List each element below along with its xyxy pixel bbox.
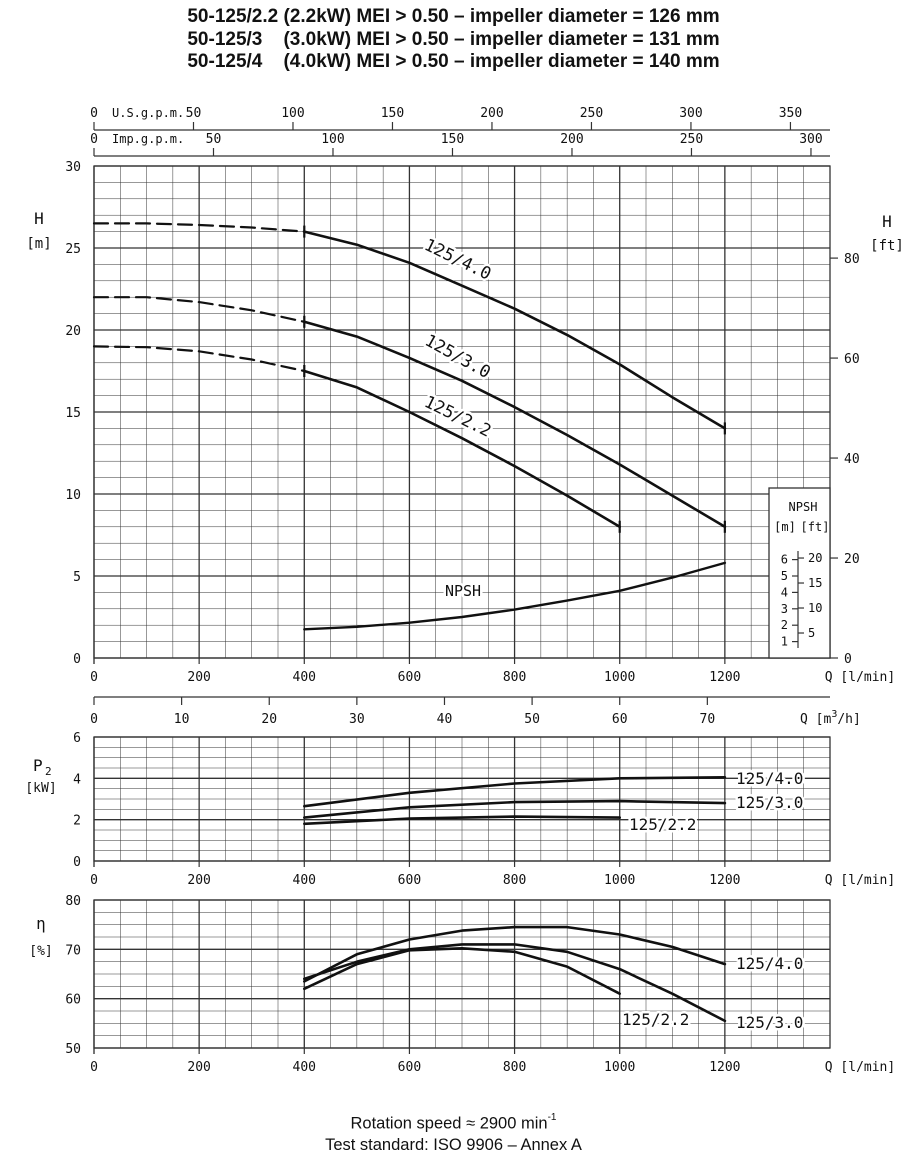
- y-tick-label-0: 0: [73, 652, 81, 667]
- y-tick-label-50: 50: [65, 1042, 81, 1057]
- npsh-scale-label-m-3: 3: [780, 601, 788, 616]
- title-line-2: 50-125/3 (3.0kW) MEI > 0.50 – impeller diameter = 131 mm: [187, 28, 720, 50]
- y-axis-unit: [kW]: [25, 781, 57, 796]
- npsh-scale-label-m-6: 6: [780, 552, 788, 567]
- y-tick-label-15: 15: [65, 406, 81, 421]
- head-curve-label-125-2-2: 125/2.2: [420, 392, 495, 442]
- x-tick-label-800: 800: [502, 1060, 527, 1075]
- right-axis-unit: [ft]: [870, 238, 904, 254]
- top-axis-tick-label-0: 0: [90, 712, 98, 727]
- top-axis-tick-label-20: 20: [261, 712, 278, 727]
- npsh-scale-unit-ft: [ft]: [800, 520, 830, 534]
- top-axis-tick-label-0: 0: [90, 132, 98, 147]
- top-axis-tick-label-10: 10: [173, 712, 190, 727]
- rotation-speed-text: Rotation speed ≈ 2900 min: [350, 1114, 548, 1133]
- right-axis-tick-label-80: 80: [844, 252, 860, 268]
- npsh-scale-label-m-4: 4: [780, 585, 788, 600]
- page-footer: [0, 1109, 907, 1156]
- y-tick-label-4: 4: [73, 772, 81, 788]
- top-axis-tick-label-100: 100: [281, 106, 305, 121]
- x-tick-label-1200: 1200: [709, 873, 741, 888]
- top-axis-tick-label-50: 50: [185, 106, 202, 121]
- x-tick-label-0: 0: [90, 670, 98, 685]
- top-axis-tick-label-0: 0: [90, 106, 98, 121]
- rotation-speed-exponent: -1: [547, 1112, 557, 1123]
- x-tick-label-0: 0: [90, 1060, 98, 1075]
- y-axis-label-subscript: 2: [45, 765, 52, 778]
- x-tick-label-1000: 1000: [604, 1060, 636, 1075]
- power-curve-label-125-3-0: 125/3.0: [736, 793, 804, 812]
- npsh-scale-label-ft-10: 10: [808, 601, 823, 616]
- top-axis-tick-label-300: 300: [679, 106, 703, 121]
- x-axis-label: Q [l/min]: [824, 873, 896, 888]
- x-tick-label-800: 800: [502, 873, 527, 888]
- top-axis-tick-label-70: 70: [699, 712, 716, 727]
- right-axis-tick-label-40: 40: [844, 452, 860, 468]
- right-axis-tick-label-0: 0: [844, 652, 852, 667]
- y-tick-label-0: 0: [73, 855, 81, 870]
- npsh-scale-label-m-2: 2: [780, 618, 788, 633]
- x-tick-label-400: 400: [292, 670, 317, 685]
- npsh-scale-label-m-1: 1: [780, 634, 788, 649]
- npsh-scale-label-ft-20: 20: [808, 551, 823, 566]
- chart-efficiency: [29, 894, 895, 1075]
- top-axis-tick-label-100: 100: [321, 132, 345, 147]
- npsh-scale-label-ft-15: 15: [808, 576, 823, 591]
- x-tick-label-600: 600: [397, 1060, 422, 1075]
- y-axis-unit: [m]: [26, 236, 52, 252]
- chart-power: [25, 697, 895, 888]
- top-axis-label-end: /h]: [837, 712, 861, 727]
- x-axis-label: Q [l/min]: [824, 670, 896, 685]
- test-standard-line: Test standard: ISO 9906 – Annex A: [325, 1135, 582, 1154]
- x-tick-label-1000: 1000: [604, 873, 636, 888]
- top-axis-tick-label-250: 250: [679, 132, 704, 147]
- top-axis-tick-label-300: 300: [799, 132, 823, 147]
- top-axis-tick-label-350: 350: [778, 106, 803, 121]
- npsh-curve-label: NPSH: [444, 582, 482, 600]
- right-axis-tick-label-20: 20: [844, 552, 860, 568]
- npsh-scale-label-m-5: 5: [780, 569, 788, 583]
- npsh-scale-unit-m: [m]: [774, 520, 796, 534]
- x-tick-label-600: 600: [397, 873, 422, 888]
- x-tick-label-1200: 1200: [709, 670, 741, 685]
- x-tick-label-600: 600: [397, 670, 422, 685]
- top-axis-tick-label-50: 50: [524, 712, 540, 727]
- top-axis-label-m3h: Q $[m^3/h]$: [800, 709, 861, 727]
- y-tick-label-2: 2: [73, 813, 81, 829]
- top-axis-tick-label-200: 200: [560, 132, 584, 147]
- power-curve-label-125-2-2: 125/2.2: [629, 815, 697, 834]
- y-tick-label-5: 5: [73, 570, 81, 585]
- top-axis-label-u-s-g-p-m: U.S.g.p.m.: [112, 106, 185, 120]
- y-tick-label-60: 60: [65, 992, 81, 1008]
- top-axis-label-imp-g-p-m: Imp.g.p.m.: [112, 132, 185, 146]
- top-axis-tick-label-30: 30: [349, 712, 365, 727]
- x-tick-label-200: 200: [187, 670, 211, 685]
- x-tick-label-1200: 1200: [709, 1060, 741, 1075]
- y-tick-label-10: 10: [65, 488, 81, 503]
- y-axis-label: η: [36, 914, 46, 933]
- efficiency-curve-label-125-4-0: 125/4.0: [736, 954, 804, 973]
- x-tick-label-0: 0: [90, 873, 98, 888]
- npsh-scale-label-ft-5: 5: [808, 626, 816, 641]
- y-tick-label-25: 25: [65, 242, 81, 257]
- x-tick-label-200: 200: [187, 1060, 211, 1075]
- right-axis-label: H: [882, 212, 892, 231]
- x-tick-label-1000: 1000: [604, 670, 636, 685]
- y-tick-label-70: 70: [65, 943, 81, 959]
- top-axis-tick-label-150: 150: [440, 132, 465, 147]
- top-axis-label-superscript: 3: [831, 709, 838, 720]
- efficiency-curve-label-125-2-2: 125/2.2: [622, 1010, 690, 1029]
- efficiency-curve-label-125-3-0: 125/3.0: [736, 1013, 804, 1032]
- top-axis-tick-label-50: 50: [205, 132, 222, 147]
- right-axis-tick-label-60: 60: [844, 352, 860, 368]
- y-tick-label-30: 30: [65, 160, 81, 175]
- x-tick-label-400: 400: [292, 1060, 317, 1075]
- y-axis-label: P: [33, 756, 43, 775]
- x-tick-label-200: 200: [187, 873, 211, 888]
- power-curve-label-125-4-0: 125/4.0: [736, 769, 804, 788]
- head-curve-label-125-4-0: 125/4.0: [420, 235, 495, 285]
- top-axis-tick-label-200: 200: [480, 106, 504, 121]
- y-axis-label: H: [34, 209, 44, 228]
- x-tick-label-400: 400: [292, 873, 317, 888]
- title-line-1: 50-125/2.2 (2.2kW) MEI > 0.50 – impeller diameter = 126 mm: [187, 6, 720, 27]
- y-tick-label-20: 20: [65, 324, 81, 339]
- rotation-speed-line: [0, 1109, 907, 1135]
- x-tick-label-800: 800: [502, 670, 527, 685]
- npsh-scale-title: NPSH: [788, 500, 818, 514]
- y-tick-label-80: 80: [65, 894, 81, 909]
- title-line-3: 50-125/4 (4.0kW) MEI > 0.50 – impeller diameter = 140 mm: [187, 51, 720, 72]
- top-axis-tick-label-60: 60: [611, 712, 628, 727]
- y-axis-unit: [%]: [29, 944, 53, 959]
- y-tick-label-6: 6: [73, 731, 81, 746]
- x-axis-label: Q [l/min]: [824, 1060, 896, 1075]
- top-axis-tick-label-40: 40: [436, 712, 453, 727]
- head-curve-label-125-3-0: 125/3.0: [421, 330, 494, 383]
- top-axis-tick-label-250: 250: [579, 106, 604, 121]
- chart-head: [26, 106, 904, 685]
- top-axis-tick-label-150: 150: [380, 106, 405, 121]
